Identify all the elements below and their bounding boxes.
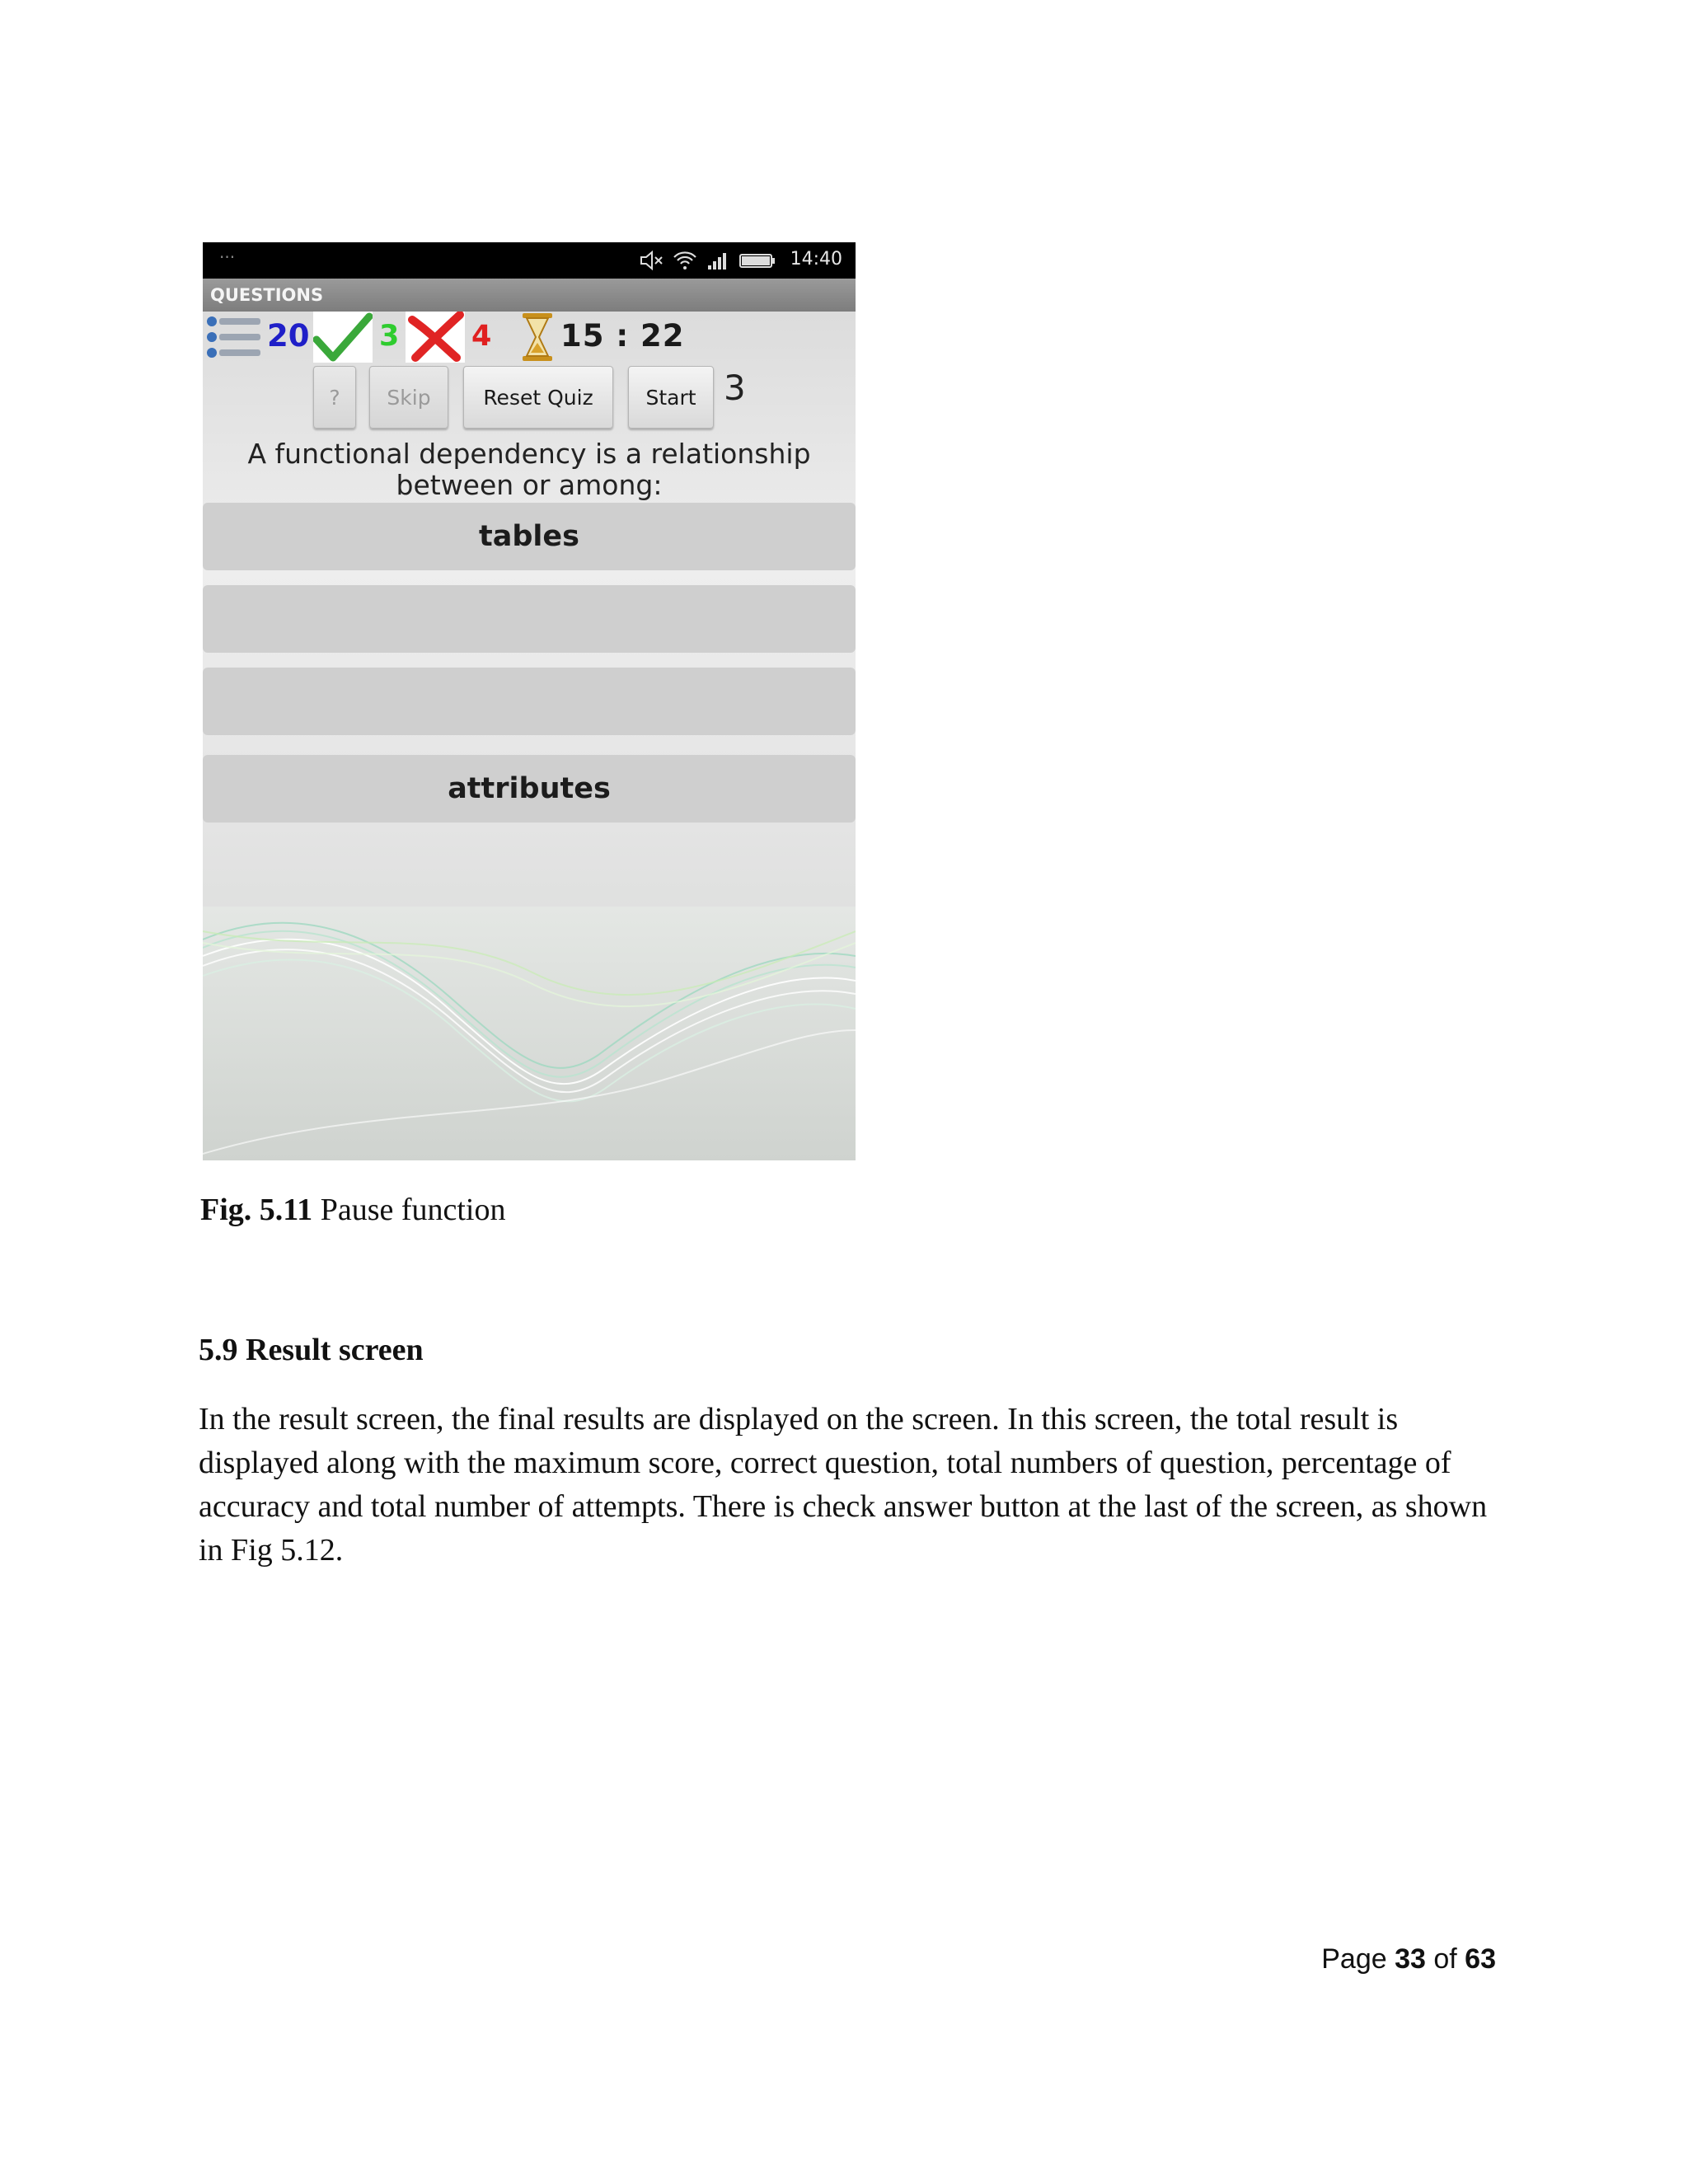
status-icons [640,248,776,273]
list-icon [204,314,262,360]
button-row [203,361,856,434]
answer-option-1[interactable]: tables [203,503,856,570]
hourglass-icon [519,312,556,363]
page-of: of [1425,1943,1465,1975]
wave-background [203,907,856,1160]
app-screenshot [203,242,856,1160]
battery-icon [738,251,776,270]
figure-caption [200,1192,505,1228]
mute-icon [640,251,664,270]
total-count: 20 [267,318,310,354]
help-button[interactable]: ? [313,366,356,429]
skip-button[interactable]: Skip [369,366,448,429]
reset-quiz-button[interactable]: Reset Quiz [463,366,613,429]
wifi-icon [673,251,697,270]
answer-option-3[interactable] [203,668,856,735]
answer-option-2[interactable] [203,585,856,653]
question-line-2: between or among: [396,469,663,501]
section-heading: 5.9 Result screen [199,1333,424,1367]
correct-count: 3 [379,320,400,353]
body-paragraph: In the result screen, the final results are displayed on the screen. In this screen, the total result is displayed along with the maximum score, correct question, total numbers of question, percentage of accuracy and total number of attempts. There is check answer button at the last of the screen, as shown in Fig 5.12. [199,1402,1488,1568]
start-button[interactable]: Start [628,366,714,429]
current-page: 33 [1395,1943,1426,1975]
wrong-count: 4 [471,320,492,353]
quiz-content [203,312,856,1160]
status-bar [203,242,856,279]
question-line-1: A functional dependency is a relationship [247,438,811,470]
page-number [1321,1943,1496,1975]
clock: 14:40 [790,249,842,269]
stats-row [203,312,856,363]
answer-option-4[interactable]: attributes [203,755,856,823]
title-bar: QUESTIONS [203,279,856,312]
page-prefix: Page [1321,1943,1395,1975]
timer: 15 : 22 [560,318,685,354]
notification-dots: ··· [219,247,236,267]
wrong-icon [406,312,465,363]
attempt-counter: 3 [724,368,746,408]
figure-label: Fig. 5.11 [200,1193,313,1227]
figure-caption-text: Pause function [312,1193,506,1227]
check-icon [313,312,373,363]
total-pages: 63 [1465,1943,1496,1975]
question-text [203,438,856,501]
signal-icon [706,251,730,270]
